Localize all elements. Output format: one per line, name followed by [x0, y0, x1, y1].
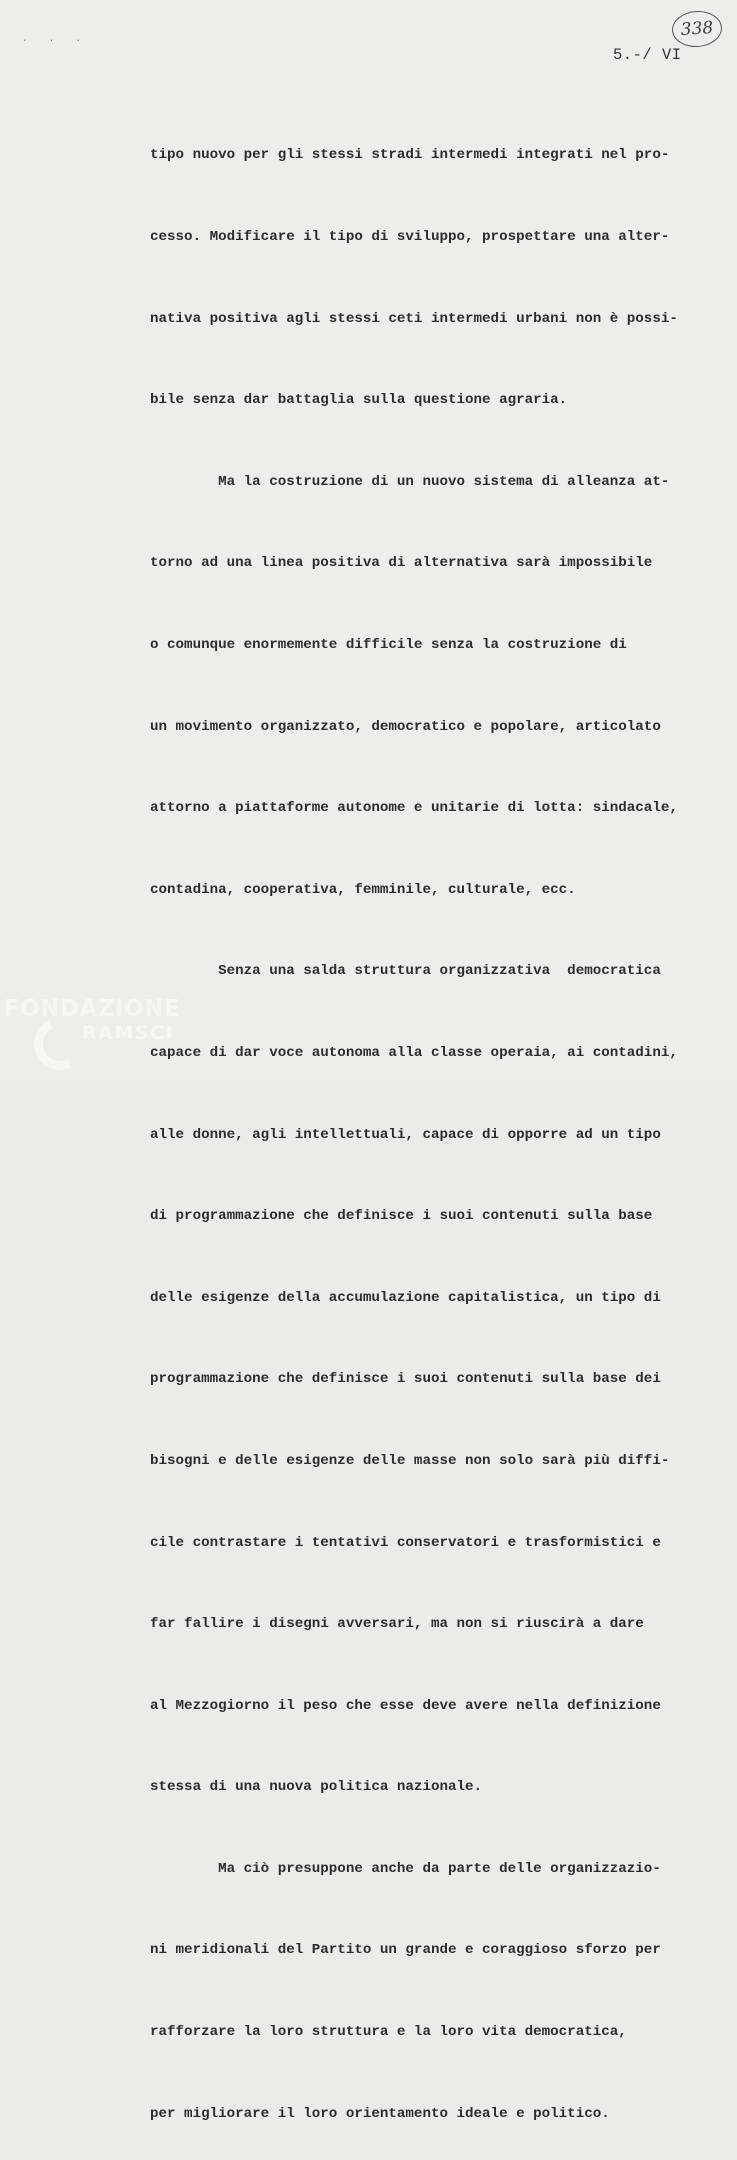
text-line: nativa positiva agli stessi ceti intermedi urbani non è possi-: [150, 310, 678, 327]
text-line: un movimento organizzato, democratico e popolare, articolato: [150, 718, 661, 735]
text-line: torno ad una linea positiva di alternativa sarà impossibile: [150, 555, 653, 572]
text-line: stessa di una nuova politica nazionale.: [150, 1779, 483, 1796]
archive-page-number: 338: [680, 17, 714, 41]
text-line: programmazione che definisce i suoi contenuti sulla base dei: [150, 1371, 661, 1388]
text-line: al Mezzogiorno il peso che esse deve avere nella definizione: [150, 1697, 661, 1714]
text-line: di programmazione che definisce i suoi contenuti sulla base: [150, 1208, 653, 1225]
text-line: tipo nuovo per gli stessi stradi intermedi integrati nel pro-: [150, 147, 670, 164]
archive-page-stamp: [671, 9, 723, 48]
text-line: capace di dar voce autonoma alla classe operaia, ai contadini,: [150, 1044, 678, 1061]
text-line: Senza una salda struttura organizzativa democratica: [150, 963, 661, 980]
watermark-line1: FONDAZIONE: [4, 996, 181, 1022]
text-line: ni meridionali del Partito un grande e coraggioso sforzo per: [150, 1942, 661, 1959]
text-line: cile contrastare i tentativi conservatori e trasformistici e: [150, 1534, 661, 1551]
fondazione-gramsci-watermark: [4, 996, 184, 1066]
text-line: bile senza dar battaglia sulla questione agraria.: [150, 392, 568, 409]
text-line: bisogni e delle esigenze delle masse non solo sarà più diffi-: [150, 1452, 670, 1469]
text-line: attorno a piattaforme autonome e unitarie di lotta: sindacale,: [150, 800, 678, 817]
typed-body-text: [150, 88, 710, 2160]
text-line: Ma la costruzione di un nuovo sistema di alleanza at-: [150, 473, 670, 490]
text-line: delle esigenze della accumulazione capitalistica, un tipo di: [150, 1289, 661, 1306]
text-line: far fallire i disegni avversari, ma non si riuscirà a dare: [150, 1616, 644, 1633]
text-line: alle donne, agli intellettuali, capace di opporre ad un tipo: [150, 1126, 661, 1143]
text-line: cesso. Modificare il tipo di sviluppo, prospettare una alter-: [150, 229, 670, 245]
scan-specks: · · ·: [22, 36, 90, 46]
page-reference: 5.-/ VI: [613, 46, 682, 64]
text-line: o comunque enormemente difficile senza la costruzione di: [150, 636, 627, 653]
text-line: contadina, cooperativa, femminile, culturale, ecc.: [150, 881, 576, 898]
text-line: rafforzare la loro struttura e la loro vita democratica,: [150, 2024, 627, 2041]
watermark-line2: RAMSCI: [82, 1022, 174, 1044]
text-line: Ma ciò presuppone anche da parte delle organizzazio-: [150, 1860, 661, 1877]
text-line: per migliorare il loro orientamento ideale e politico.: [150, 2105, 610, 2122]
